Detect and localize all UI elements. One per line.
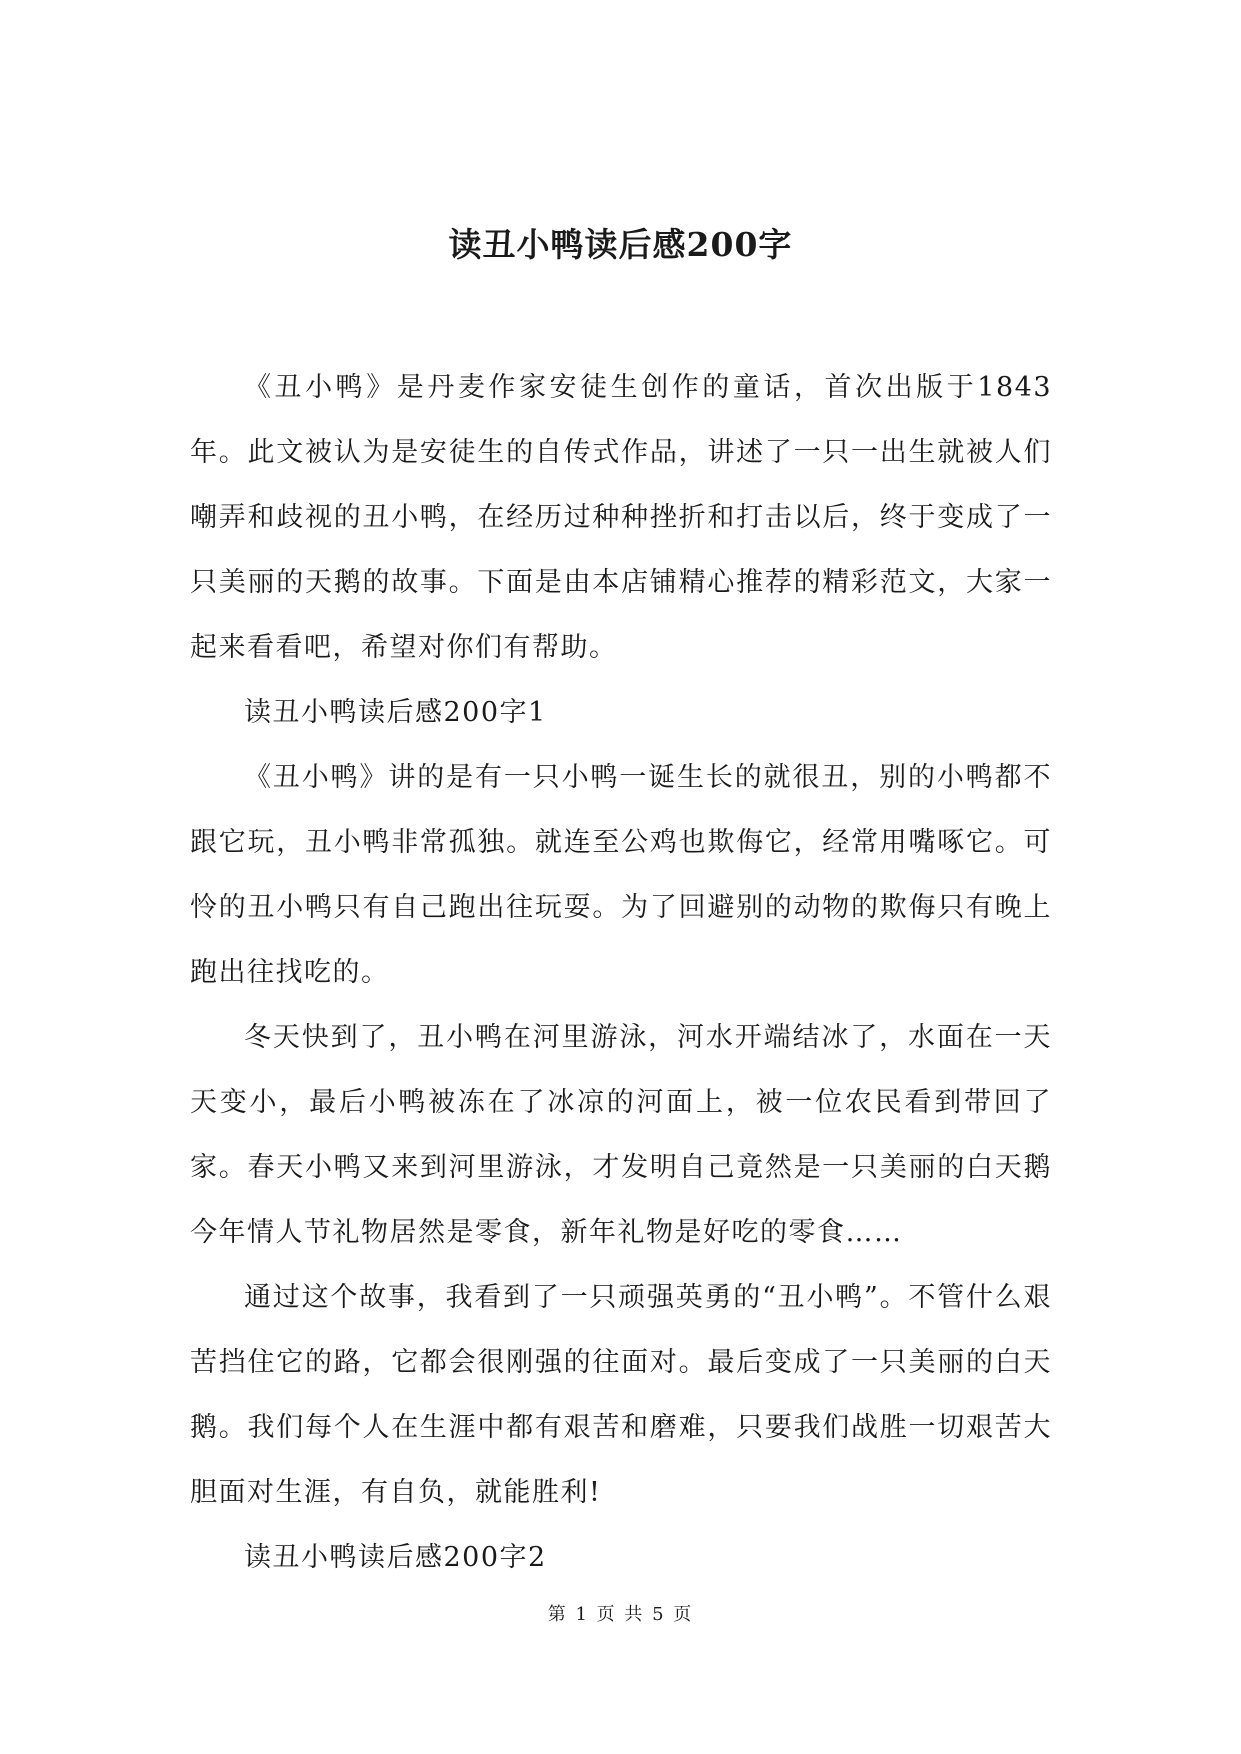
section-heading-1: 读丑小鸭读后感200字1 <box>244 697 547 728</box>
document-body <box>190 355 1052 1590</box>
body-paragraph: 冬天快到了，丑小鸭在河里游泳，河水开端结冰了，水面在一天天变小，最后小鸭被冻在了冰凉的河面上，被一位农民看到带回了家。春天小鸭又来到河里游泳，才发明自己竟然是一只美丽的白天鹅今年情人节礼物居然是零食，新年礼物是好吃的零食…… <box>190 1022 1052 1248</box>
body-paragraph: 《丑小鸭》讲的是有一只小鸭一诞生长的就很丑，别的小鸭都不跟它玩，丑小鸭非常孤独。就连至公鸡也欺侮它，经常用嘴啄它。可怜的丑小鸭只有自己跑出往玩耍。为了回避别的动物的欺侮只有晚上跑出往找吃的。 <box>190 762 1052 988</box>
intro-paragraph: 《丑小鸭》是丹麦作家安徒生创作的童话，首次出版于1843年。此文被认为是安徒生的自传式作品，讲述了一只一出生就被人们嘲弄和歧视的丑小鸭，在经历过种种挫折和打击以后，终于变成了一只美丽的天鹅的故事。下面是由本店铺精心推荐的精彩范文，大家一起来看看吧，希望对你们有帮助。 <box>190 372 1052 663</box>
body-paragraph: 通过这个故事，我看到了一只顽强英勇的“丑小鸭”。不管什么艰苦挡住它的路，它都会很刚强的往面对。最后变成了一只美丽的白天鹅。我们每个人在生涯中都有艰苦和磨难，只要我们战胜一切艰苦大胆面对生涯，有自负，就能胜利! <box>190 1282 1052 1508</box>
page-number-footer: 第 1 页 共 5 页 <box>547 1604 694 1625</box>
section-heading-2: 读丑小鸭读后感200字2 <box>244 1542 547 1573</box>
document-title: 读丑小鸭读后感200字 <box>448 225 793 264</box>
